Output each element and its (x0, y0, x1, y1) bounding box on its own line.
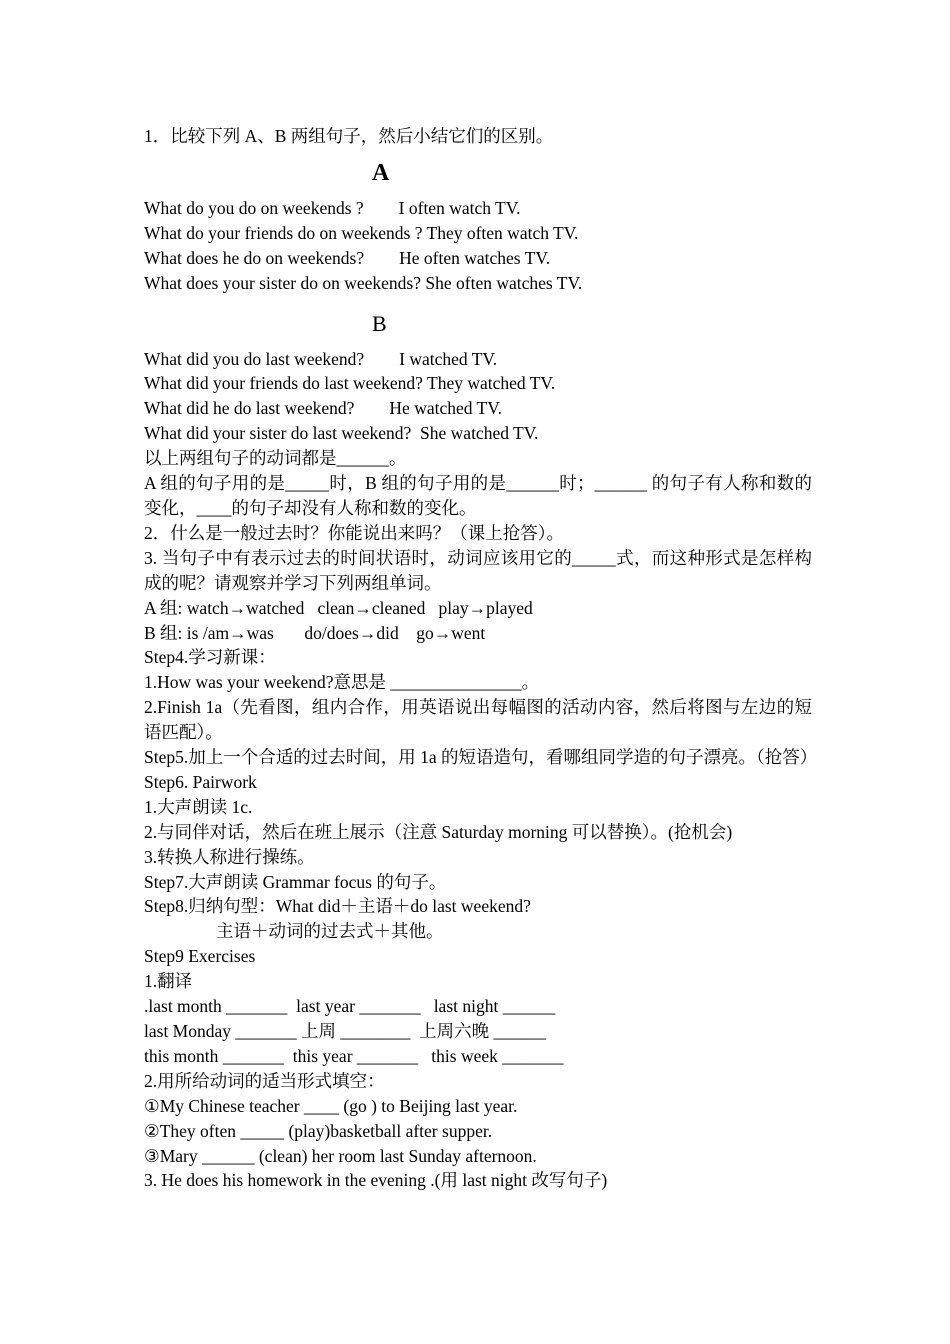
translate-row: this month _______ this year _______ this week _______ (144, 1045, 564, 1066)
step7-text: Step7.大声朗读 Grammar focus 的句子。 (144, 871, 447, 892)
step4-item-1: 1.How was your weekend?意思是 _______________。 (144, 672, 540, 693)
group-a-sentence: What does your sister do on weekends? She often watches TV. (144, 272, 583, 293)
group-b-heading: B (372, 310, 387, 336)
group-a-heading: A (372, 159, 390, 186)
q3-word-group-b: B 组: is /am→was do/does→did go→went (144, 622, 486, 643)
step4-item-2: 2.Finish 1a（先看图，组内合作，用英语说出每幅图的活动内容，然后将图与左边的短语匹配）。 (144, 697, 812, 743)
group-b-sentence: What did you do last weekend? I watched TV. (144, 348, 498, 369)
fill-blank-item: ①My Chinese teacher ____ (go ) to Beijing last year. (144, 1095, 518, 1116)
summary-tenses: A 组的句子用的是_____时，B 组的句子用的是______时；______ 的句子有人称和数的变化，____的句子却没有人称和数的变化。 (144, 473, 812, 518)
step6-item: 1.大声朗读 1c. (144, 796, 253, 817)
exercise-2-heading: 2.用所给动词的适当形式填空： (144, 1070, 385, 1091)
worksheet (144, 124, 818, 1193)
step9-title: Step9 Exercises (144, 946, 256, 967)
q3-question: 3. 当句子中有表示过去的时间状语时，动词应该用它的_____式，而这种形式是怎样构成的呢？请观察并学习下列两组单词。 (144, 547, 812, 593)
step5-text: Step5.加上一个合适的过去时间，用 1a 的短语造句，看哪组同学造的句子漂亮。（抢答） (144, 747, 818, 768)
group-b-sentence: What did your sister do last weekend? She watched TV. (144, 423, 539, 444)
group-b-sentence: What did he do last weekend? He watched TV. (144, 398, 502, 419)
group-b-sentence: What did your friends do last weekend? They watched TV. (144, 373, 556, 394)
step6-item: 2.与同伴对话，然后在班上展示（注意 Saturday morning 可以替换）。(抢机会) (144, 821, 733, 842)
group-a-sentence: What do you do on weekends ? I often watch TV. (144, 197, 521, 218)
group-a-sentence: What do your friends do on weekends ? They often watch TV. (144, 222, 579, 243)
exercise-1-heading: 1.翻译 (144, 971, 193, 992)
step4-title: Step4.学习新课： (144, 647, 276, 668)
summary-verbs: 以上两组句子的动词都是______。 (144, 448, 407, 469)
fill-blank-item: ②They often _____ (play)basketball after supper. (144, 1120, 493, 1141)
group-a-sentence: What does he do on weekends? He often watches TV. (144, 247, 551, 268)
q2-question: 2．什么是一般过去时？你能说出来吗？（课上抢答）。 (144, 522, 564, 543)
fill-blank-item: ③Mary ______ (clean) her room last Sunday afternoon. (144, 1145, 537, 1166)
translate-row: last Monday _______ 上周 ________ 上周六晚 ______ (144, 1021, 547, 1041)
step8-pattern: Step8.归纳句型：What did＋主语＋do last weekend? (144, 896, 531, 917)
exercise-3-rewrite: 3. He does his homework in the evening .(用 last night 改写句子) (144, 1170, 608, 1191)
step6-item: 3.转换人称进行操练。 (144, 846, 315, 867)
translate-row: .last month _______ last year _______ last night ______ (144, 996, 556, 1017)
step6-title: Step6. Pairwork (144, 771, 257, 792)
step8-pattern-answer: 主语＋动词的过去式＋其他。 (216, 921, 444, 942)
q3-word-group-a: A 组: watch→watched clean→cleaned play→played (144, 597, 533, 618)
q1-title: 1．比较下列 A、B 两组句子，然后小结它们的区别。 (144, 126, 554, 146)
